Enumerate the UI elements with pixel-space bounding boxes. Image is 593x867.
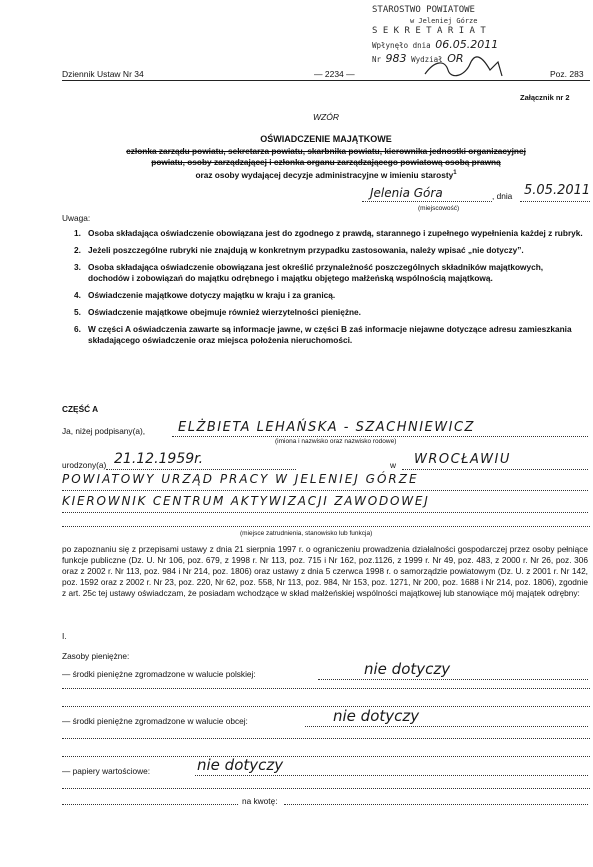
page-number: — 2234 —: [314, 69, 355, 79]
journal-title: Dziennik Ustaw Nr 34: [62, 69, 144, 79]
legal-paragraph: po zapoznaniu się z przepisami ustawy z dnia 21 sierpnia 1997 r. o ograniczeniu prowadzenia działalności gospodarczej przez osoby pełniące funkcje publiczne (Dz. U. Nr 106, poz. 679, z 1998 r. Nr 113, poz. 715 i Nr 162, poz.1126, z 1999 r. Nr 49, poz. 483, z 2000 r. Nr 26, poz. 306 oraz z 2002 r. Nr 113, poz. 984 i Nr 214, poz. 1806) oraz ustawy z dnia 5 czerwca 1998 r. o samorządzie powiatowym (Dz. U. z 2001 r. Nr 142, poz. 1592 oraz z 2002 r. Nr 23, poz. 220, Nr 62, poz. 558, Nr 113, poz. 984, Nr 153, poz. 1271, Nr 200, poz. 1688 i Nr 214, poz. 1806), zgodnie z art. 25c tej ustawy oświadczam, że posiadam wchodzące w skład małżeńskiej wspólności majątkowej lub stanowiące mój majątek odrębny:: [62, 544, 588, 598]
workplace-line-2: [62, 492, 588, 513]
pln-label: — środki pieniężne zgromadzone w walucie polskiej:: [62, 669, 256, 679]
foreign-hw: nie dotyczy: [333, 707, 420, 725]
date-field: [520, 181, 590, 202]
template-label: WZÓR: [313, 112, 339, 122]
pln-field: [318, 660, 588, 680]
place-field: [362, 184, 492, 202]
stamp-number-hw: 983: [385, 52, 407, 65]
workplace-line-3: [62, 526, 590, 527]
securities-hw: nie dotyczy: [197, 756, 284, 774]
note-item-3: 3. Osoba składająca oświadczenie obowiązana jest określić przynależność poszczególnych składników majątkowych, dochodów i zobowiązań do majątku odrębnego i majątku objętego małżeńską wspólnością majątkową.: [74, 262, 544, 283]
stamp-line-2: w Jeleniej Górze: [410, 17, 478, 25]
position-hw: KIEROWNIK CENTRUM AKTYWIZACJI ZAWODOWEJ: [62, 494, 430, 508]
name-hw: ELŻBIETA LEHAŃSKA - SZACHNIEWICZ: [178, 420, 475, 435]
position-number: Poz. 283: [550, 69, 584, 79]
stamp-line-5: Nr 983 Wydział OR: [372, 52, 464, 65]
foreign-line-2: [62, 738, 590, 739]
pln-hw: nie dotyczy: [364, 660, 451, 678]
securities-line-3: [62, 794, 238, 805]
note-item-2: 2. Jeżeli poszczególne rubryki nie znajdują w konkretnym przypadku zastosowania, należy wpisać „nie dotyczy”.: [74, 245, 524, 255]
stamp-date-hw: 06.05.2011: [435, 38, 499, 51]
attachment-label: Załącznik nr 2: [520, 93, 570, 102]
money-heading: Zasoby pieniężne:: [62, 651, 130, 661]
w-label: w: [390, 460, 396, 470]
note-item-4: 4. Oświadczenie majątkowe dotyczy majątku w kraju i za granicą.: [74, 290, 336, 300]
notes-heading: Uwaga:: [62, 213, 91, 223]
workplace-hw: POWIATOWY URZĄD PRACY W JELENIEJ GÓRZE: [62, 472, 419, 486]
amount-label: na kwotę:: [242, 796, 278, 806]
notes-list: [74, 228, 586, 352]
born-date-hw: 21.12.1959r.: [114, 451, 204, 467]
stamp-line-1: STAROSTWO POWIATOWE: [372, 5, 475, 15]
born-label: urodzony(a): [62, 460, 107, 470]
name-caption: (imiona i nazwisko oraz nazwisko rodowe): [275, 438, 397, 445]
note-item-6: 6. W części A oświadczenia zawarte są informacje jawne, w części B zaś informacje niejawne dotyczące adresu zamieszkania składającego oświadczenie oraz miejsca położenia nieruchomości.: [74, 324, 572, 345]
place-hw: Jelenia Góra: [370, 186, 443, 200]
document-title: OŚWIADCZENIE MAJĄTKOWE: [260, 134, 392, 144]
note-item-5: 5. Oświadczenie majątkowe obejmuje również wierzytelności pieniężne.: [74, 307, 361, 317]
amount-field: [284, 794, 588, 805]
stamp-line-3: S E K R E T A R I A T: [372, 26, 486, 36]
header-rule: [62, 80, 590, 81]
date-hw: 5.05.2011: [524, 183, 591, 198]
securities-label: — papiery wartościowe:: [62, 766, 151, 776]
workplace-line-1: [62, 470, 588, 491]
pln-line-2: [62, 688, 590, 689]
born-place-field: [402, 450, 588, 470]
name-field: [172, 418, 588, 437]
foreign-label: — środki pieniężne zgromadzone w walucie obcej:: [62, 716, 248, 726]
struck-line-2: powiatu, osoby zarządzającej i członka organu zarządzającego powiatową osobą prawną: [151, 157, 501, 167]
stamp-line-4: Wpłynęło dnia 06.05.2011: [372, 38, 499, 51]
stamp-signature-icon: [420, 52, 520, 80]
dnia-label: , dnia: [492, 191, 513, 201]
place-caption: (miejscowość): [418, 205, 460, 212]
securities-line-2: [62, 788, 590, 789]
ja-label: Ja, niżej podpisany(a),: [62, 426, 146, 436]
title-line-3: oraz osoby wydającej decyzje administracyjne w imieniu starosty$^1$: [195, 169, 457, 180]
foreign-field: [305, 707, 588, 727]
struck-line-1: członka zarządu powiatu, sekretarza powiatu, skarbnika powiatu, kierownika jednostki organizacyjnej: [126, 146, 526, 156]
section-roman: I.: [62, 631, 67, 641]
part-a-heading: CZĘŚĆ A: [62, 404, 99, 414]
born-place-hw: WROCŁAWIU: [414, 452, 511, 467]
securities-field: [195, 756, 588, 776]
workplace-caption: (miejsce zatrudnienia, stanowisko lub funkcja): [240, 530, 373, 537]
stamp-dept-hw: OR: [447, 52, 464, 65]
born-date-field: [106, 450, 296, 470]
note-item-1: 1. Osoba składająca oświadczenie obowiązana jest do zgodnego z prawdą, starannego i zupełnego wypełnienia każdej z rubryk.: [74, 228, 583, 238]
